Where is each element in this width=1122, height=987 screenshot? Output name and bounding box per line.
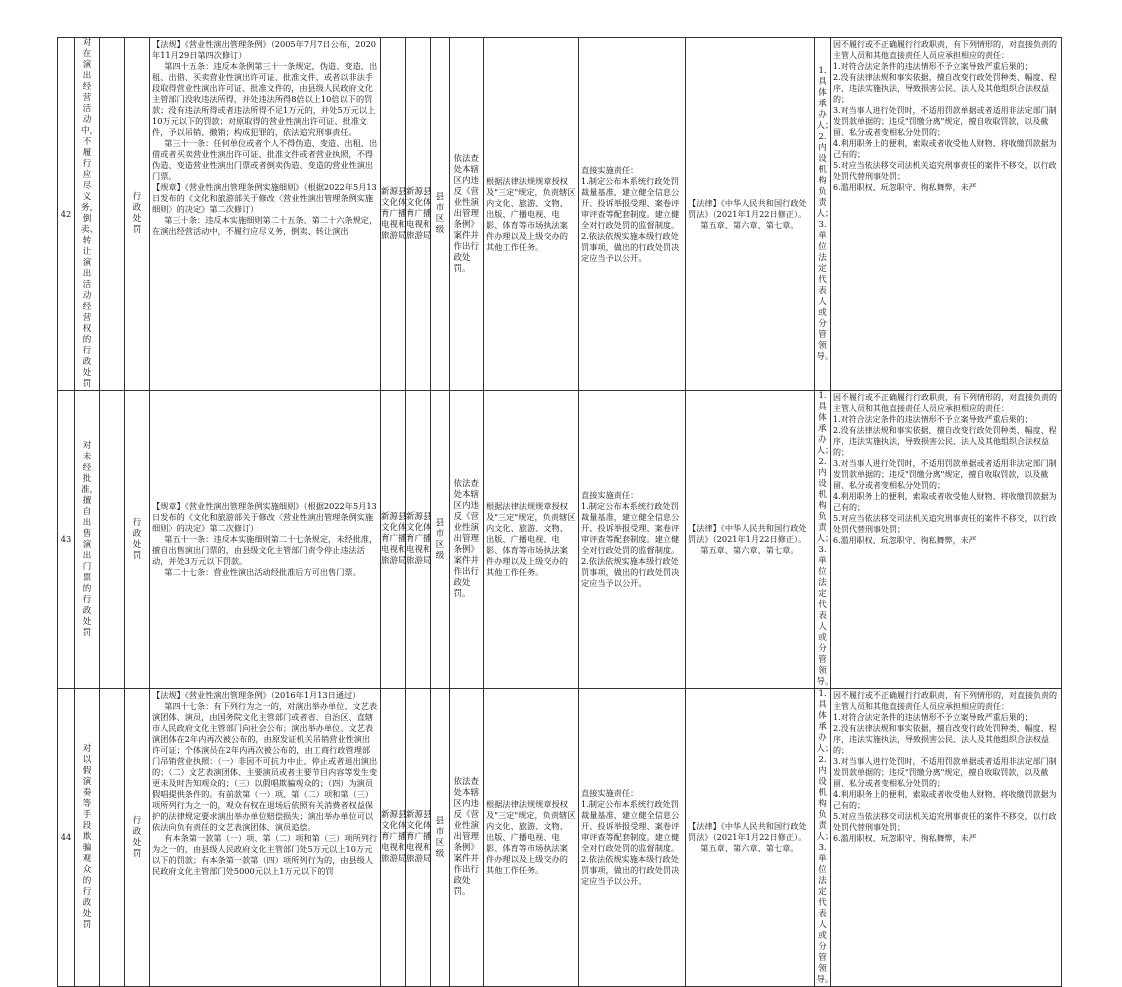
item-name: 对以假演奏等手段欺骗观众的行政处罚 bbox=[82, 744, 92, 930]
subject: 1.具体承办人；2.内设机构负责人；3.单位法定代表人或分管领导。 bbox=[816, 65, 834, 362]
responsibility-table bbox=[57, 37, 1062, 987]
basis-paragraph: 【规章】《营业性演出管理条例实施细则》（根据2022年5月13日发布的《文化和旅游部关于修改〈营业性演出管理条例实施细则〉的决定》第二次修订） bbox=[152, 501, 377, 533]
impl-line: 1.制定公布本系统行政处罚裁量基准，建立健全信息公开、投诉举报受理、案卷评审评查等配套制度。建立健全对行政处罚的监督制度。 bbox=[581, 175, 680, 230]
responsible-dept-cell bbox=[406, 391, 431, 689]
liability-line: 6.滥用职权、玩忽职守、徇私舞弊，未严 bbox=[833, 834, 977, 843]
liability-line: 4.利用职务上的便利，索取或者收受他人财物、将收缴罚款据为己有的； bbox=[833, 139, 1057, 159]
liability-cell bbox=[831, 38, 1062, 391]
basis-paragraph: 第三十条：违反本实施细则第二十五条、第二十六条规定，在演出经营活动中，不履行应尽义务，倒卖、转让演出 bbox=[152, 215, 378, 236]
liability-line: 5.对应当依法移交司法机关追究刑事责任的案件不移交，以行政处罚代替刑事处罚； bbox=[833, 514, 1057, 534]
duty: 根据法律法规规章授权及"三定"规定，负责辖区内文化、旅游、文物、出版、广播电视、电影、体育等市场执法案件办理以及上级交办的其他工作任务。 bbox=[486, 799, 576, 875]
duty-cell bbox=[484, 391, 579, 689]
law-cell bbox=[686, 391, 815, 689]
responsible-dept: 新源县文化体育广播电视和旅游局 bbox=[406, 512, 432, 566]
level-cell bbox=[431, 38, 450, 391]
basis-paragraph: 第五十一条：违反本实施细则第二十七条规定，未经批准，擅自出售演出门票的，由县级文化主管部门责令停止违法活动，并处3万元以下罚款。 bbox=[152, 534, 378, 566]
category-cell bbox=[125, 38, 150, 391]
empty-cell bbox=[100, 391, 125, 689]
law-line: 【法律】《中华人民共和国行政处罚法》（2021年1月22日修正）。 bbox=[688, 197, 807, 219]
content-cell bbox=[450, 38, 484, 391]
liability-line: 1.对符合法定条件的违法情形不予立案导致严重后果的； bbox=[833, 713, 1033, 722]
basis-cell bbox=[150, 38, 381, 391]
basis-paragraph: 第四十五条：违反本条例第三十一条规定，伪造、变造、出租、出借、买卖营业性演出许可证、批准文件，或者以非法手段取得营业性演出许可证、批准文件的，由县级人民政府文化主管部门没收违法所得，并处违法所得8倍以上10倍以下的罚款；没有违法所得或者违法所得不足1万元的，并处5万元以上10万元以下的罚款；对原取得的营业性演出许可证、批准文件，予以吊销、撤销；构成犯罪的，依法追究刑事责任。 bbox=[152, 61, 378, 137]
item-name: 对在演出经营活动中，不履行应尽义务，倒卖、转让演出活动经营权的行政处罚 bbox=[81, 38, 99, 389]
duty-cell bbox=[484, 38, 579, 391]
subject: 1.具体承办人；2.内设机构负责人；3.单位法定代表人或分管领导。 bbox=[816, 391, 834, 687]
liability-line: 2.没有法律法规和事实依据，擅自改变行政处罚种类、幅度、程序，违法实施执法，导致损害公民、法人及其他组织合法权益的； bbox=[833, 73, 1057, 104]
law-line: 【法律】《中华人民共和国行政处罚法》（2021年1月22日修正）。 bbox=[688, 523, 807, 544]
law-line: 【法律】《中华人民共和国行政处罚法》（2021年1月22日修正）。 bbox=[688, 821, 807, 842]
subject: 1.具体承办人；2.内设机构负责人；3.单位法定代表人或分管领导。 bbox=[816, 689, 834, 985]
level: 县市区级 bbox=[435, 815, 445, 859]
basis-paragraph: 【规章】《营业性演出管理条例实施细则》（根据2022年5月13日发布的《文化和旅游部关于修改〈营业性演出管理条例实施细则〉的决定》第二次修订） bbox=[152, 182, 377, 214]
table-row bbox=[58, 689, 1062, 987]
implementing-dept: 新源县文化体育广播电视和旅游局 bbox=[381, 810, 407, 864]
basis-paragraph: 【法规】《营业性演出管理条例》（2016年1月13日通过） bbox=[152, 690, 361, 700]
impl-line: 直接实施责任： bbox=[581, 164, 639, 175]
category: 行政处罚 bbox=[132, 517, 142, 561]
category: 行政处罚 bbox=[132, 192, 142, 235]
subject-cell bbox=[815, 391, 834, 689]
empty-cell bbox=[100, 689, 125, 987]
implementing-dept: 新源县文化体育广播电视和旅游局 bbox=[381, 512, 407, 566]
implementing-dept-cell bbox=[381, 689, 406, 987]
liability-line: 2.没有法律法规和事实依据，擅自改变行政处罚种类、幅度、程序，违法实施执法，导致损害公民、法人及其他组织合法权益的； bbox=[833, 426, 1057, 457]
item-name: 对未经批准，擅自出售演出门票的行政处罚 bbox=[81, 440, 99, 638]
liability-line: 4.利用职务上的便利，索取或者收受他人财物、将收缴罚款据为己有的； bbox=[833, 492, 1057, 512]
duty-cell bbox=[484, 689, 579, 987]
liability-cell bbox=[831, 689, 1062, 987]
liability-line: 3.对当事人进行处罚时，不适用罚款单据或者适用非法定部门制发罚款单据的；违反"罚缴分离"规定，擅自收取罚款，以及截留、私分或者变相私分处罚的； bbox=[833, 459, 1057, 490]
category-cell bbox=[125, 689, 150, 987]
category-cell bbox=[125, 391, 150, 689]
law-line: 第五章、第六章、第七章。 bbox=[700, 843, 799, 853]
implementation-cell bbox=[579, 689, 686, 987]
basis-cell bbox=[150, 391, 381, 689]
row-number: 43 bbox=[58, 391, 75, 689]
basis-paragraph: 第三十一条：任何单位或者个人不得伪造、变造、出租、出借或者买卖营业性演出许可证、批准文件或者营业执照，不得伪造、变造营业性演出门票或者倒卖伪造、变造的营业性演出门票。 bbox=[152, 138, 378, 181]
implementation-cell bbox=[579, 391, 686, 689]
item-name-cell bbox=[75, 38, 100, 391]
liability-line: 因不履行或不正确履行行政职责，有下列情形的，对直接负责的主管人员和其他直接责任人员应承担相应的责任： bbox=[833, 393, 1057, 413]
content-cell bbox=[450, 689, 484, 987]
impl-line: 2.依法依规实施本级行政处罚事项，做出的行政处罚决定应当予以公开。 bbox=[581, 230, 680, 263]
level: 县市区级 bbox=[435, 517, 445, 561]
implementing-dept: 新源县文化体育广播电视和旅游局 bbox=[381, 186, 407, 241]
duty: 根据法律法规规章授权及"三定"规定，负责辖区内文化、旅游、文物、出版、广播电视、电影、体育等市场执法案件办理以及上级交办的其他工作任务。 bbox=[486, 501, 576, 577]
liability-line: 1.对符合法定条件的违法情形不予立案导致严重后果的； bbox=[833, 415, 1033, 424]
item-name-cell bbox=[75, 689, 100, 987]
implementation-cell bbox=[579, 38, 686, 391]
basis-paragraph: 有本条第一款第（一）项、第（二）项和第（三）项所列行为之一的，由县级人民政府文化主管部门处5万元以上10万元以下的罚款；有本条第一款第（四）项所列行为的，由县级人民政府文化主管部门处5000元以上1万元以下的罚 bbox=[152, 833, 378, 876]
impl-line: 直接实施责任： bbox=[581, 788, 639, 798]
basis-paragraph: 第四十七条：有下列行为之一的，对演出举办单位、文艺表演团体、演员，由国务院文化主管部门或者省、自治区、直辖市人民政府文化主管部门向社会公布；演出举办单位、文艺表演团体在2年内再次被公布的，由原发证机关吊销营业性演出许可证；个体演员在2年内再次被公布的，由工商行政管理部门吊销营业执照：（一）非因不可抗力中止、停止或者退出演出的；（二）文艺表演团体、主要演员或者主要节目内容等发生变更未及时告知观众的；（三）以假唱欺骗观众的；（四）为演员假唱提供条件的。有前款第（一）项、第（二）项和第（三）项所列行为之一的，观众有权在退场后依照有关消费者权益保护的法律规定要求演出举办单位赔偿损失；演出举办单位可以依法向负有责任的文艺表演团体、演员追偿。 bbox=[152, 701, 378, 832]
liability-line: 6.滥用职权、玩忽职守、徇私舞弊，未严 bbox=[833, 183, 977, 192]
impl-line: 直接实施责任： bbox=[581, 490, 639, 500]
implementing-dept-cell bbox=[381, 391, 406, 689]
responsible-dept: 新源县文化体育广播电视和旅游局 bbox=[406, 810, 432, 864]
liability-line: 5.对应当依法移交司法机关追究刑事责任的案件不移交，以行政处罚代替刑事处罚； bbox=[833, 161, 1057, 181]
category: 行政处罚 bbox=[132, 815, 142, 859]
impl-line: 1.制定公布本系统行政处罚裁量基准，建立健全信息公开、投诉举报受理、案卷评审评查等配套制度。建立健全对行政处罚的监督制度。 bbox=[581, 799, 680, 853]
content: 依法查处本辖区内违反《营业性演出管理条例》案件并作出行政处罚。 bbox=[453, 479, 480, 599]
impl-line: 1.制定公布本系统行政处罚裁量基准，建立健全信息公开、投诉举报受理、案卷评审评查等配套制度。建立健全对行政处罚的监督制度。 bbox=[581, 501, 680, 555]
level-cell bbox=[431, 689, 450, 987]
row-number: 42 bbox=[58, 38, 75, 391]
law-line: 第五章、第六章、第七章。 bbox=[700, 219, 799, 230]
liability-line: 5.对应当依法移交司法机关追究刑事责任的案件不移交，以行政处罚代替刑事处罚； bbox=[833, 812, 1057, 832]
level-cell bbox=[431, 391, 450, 689]
item-name-cell bbox=[75, 391, 100, 689]
liability-line: 3.对当事人进行处罚时，不适用罚款单据或者适用非法定部门制发罚款单据的；违反"罚缴分离"规定，擅自收取罚款，以及截留、私分或者变相私分处罚的； bbox=[833, 106, 1057, 137]
responsible-dept-cell bbox=[406, 38, 431, 391]
duty: 根据法律法规规章授权及"三定"规定，负责辖区内文化、旅游、文物、出版、广播电视、电影、体育等市场执法案件办理以及上级交办的其他工作任务。 bbox=[486, 175, 576, 252]
content: 依法查处本辖区内违反《营业性演出管理条例》案件并作出行政处罚。 bbox=[453, 777, 480, 897]
impl-line: 2.依法依规实施本级行政处罚事项，做出的行政处罚决定应当予以公开。 bbox=[581, 556, 680, 588]
law-cell bbox=[686, 689, 815, 987]
liability-line: 2.没有法律法规和事实依据，擅自改变行政处罚种类、幅度、程序，违法实施执法，导致损害公民、法人及其他组织合法权益的； bbox=[833, 724, 1057, 755]
content: 依法查处本辖区内违反《营业性演出管理条例》案件并作出行政处罚。 bbox=[453, 153, 480, 274]
liability-line: 6.滥用职权、玩忽职守、徇私舞弊，未严 bbox=[833, 536, 977, 545]
law-cell bbox=[686, 38, 815, 391]
basis-paragraph: 第二十七条：营业性演出活动经批准后方可出售门票。 bbox=[164, 567, 361, 577]
responsible-dept-cell bbox=[406, 689, 431, 987]
subject-cell bbox=[815, 38, 834, 391]
liability-line: 因不履行或不正确履行行政职责，有下列情形的，对直接负责的主管人员和其他直接责任人员应承担相应的责任： bbox=[833, 691, 1057, 711]
liability-line: 3.对当事人进行处罚时，不适用罚款单据或者适用非法定部门制发罚款单据的；违反"罚缴分离"规定，擅自收取罚款，以及截留、私分或者变相私分处罚的； bbox=[833, 757, 1057, 788]
row-number: 44 bbox=[58, 689, 75, 987]
table-row bbox=[58, 38, 1062, 391]
table-row bbox=[58, 391, 1062, 689]
implementing-dept-cell bbox=[381, 38, 406, 391]
subject-cell bbox=[815, 689, 834, 987]
impl-line: 2.依法依规实施本级行政处罚事项，做出的行政处罚决定应当予以公开。 bbox=[581, 854, 680, 886]
empty-cell bbox=[100, 38, 125, 391]
liability-line: 1.对符合法定条件的违法情形不予立案导致严重后果的； bbox=[833, 62, 1033, 71]
responsible-dept: 新源县文化体育广播电视和旅游局 bbox=[406, 186, 432, 241]
law-line: 第五章、第六章、第七章。 bbox=[700, 545, 799, 555]
liability-cell bbox=[831, 391, 1062, 689]
basis-paragraph: 【法规】《营业性演出管理条例》（2005年7月7日公布，2020年11月29日第四次修订） bbox=[152, 39, 377, 60]
liability-line: 因不履行或不正确履行行政职责，有下列情形的，对直接负责的主管人员和其他直接责任人员应承担相应的责任： bbox=[833, 40, 1057, 60]
content-cell bbox=[450, 391, 484, 689]
basis-cell bbox=[150, 689, 381, 987]
liability-line: 4.利用职务上的便利，索取或者收受他人财物、将收缴罚款据为己有的； bbox=[833, 790, 1057, 810]
level: 县市区级 bbox=[435, 192, 445, 235]
